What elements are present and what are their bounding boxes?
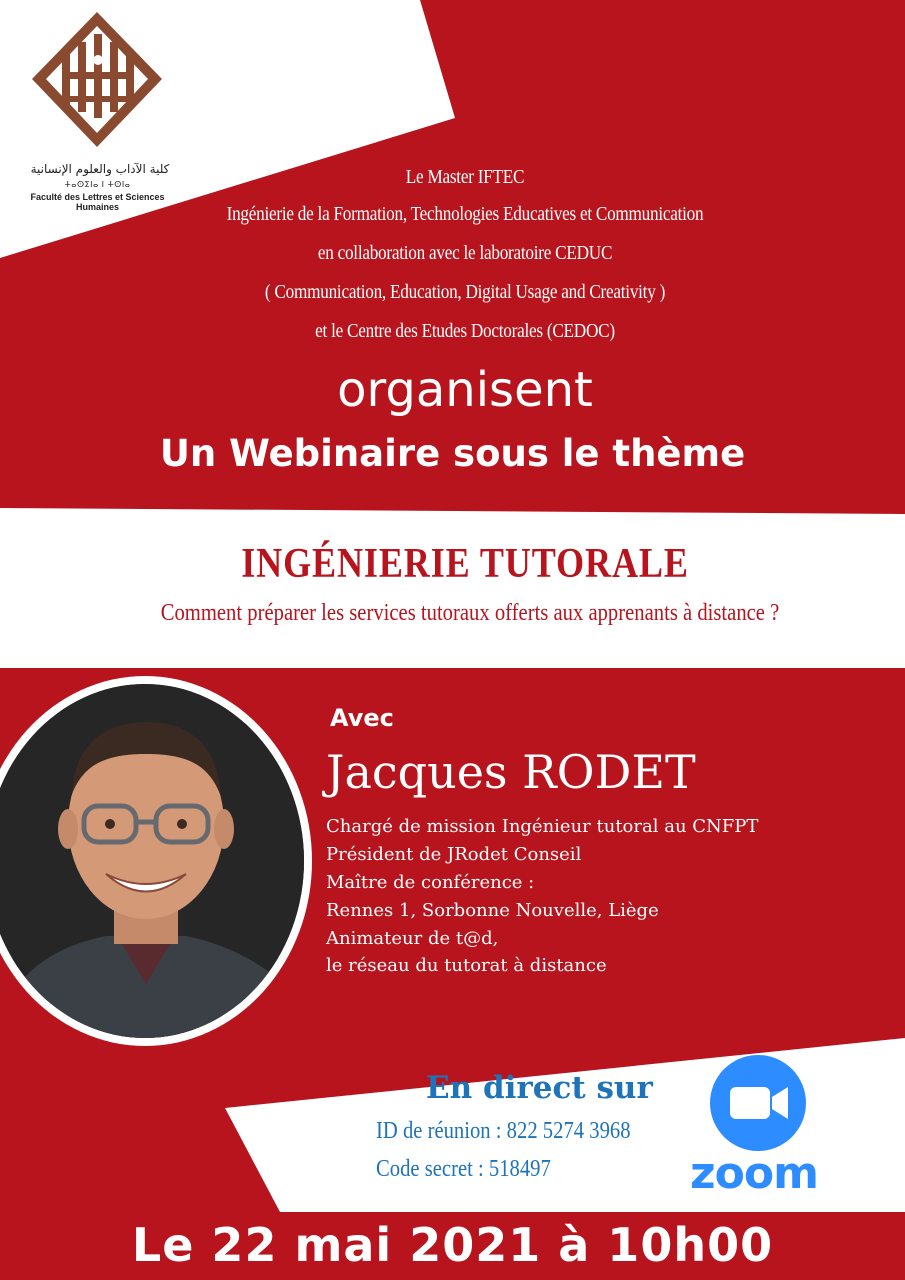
topic-subtitle: Comment préparer les services tutoraux offerts aux apprenants à distance ? [160,600,780,626]
portrait-illustration [0,684,304,1038]
logo-french-text: Faculté des Lettres et Sciences Humaines [30,192,165,212]
organizer-line-4: ( Communication, Education, Digital Usage and Creativity ) [264,281,666,303]
speaker-credential: Maître de conférence : [326,872,535,893]
speaker-credential: le réseau du tutorat à distance [326,955,607,976]
zoom-logo-text: zoom [690,1148,818,1199]
organizer-line-5: et le Centre des Etudes Doctorales (CEDOC) [315,320,615,342]
speaker-portrait [0,684,304,1038]
organizer-line-1: Le Master IFTEC [405,166,525,188]
logo-arabic-text: كلية الآداب والعلوم الإنسانية [30,162,170,176]
organisent-heading: organisent [337,362,593,418]
event-date: Le 22 mai 2021 à 10h00 [131,1218,774,1272]
speaker-credential: Animateur de t@d, [326,928,499,949]
meeting-id: ID de réunion : 822 5274 3968 [376,1118,631,1144]
webinar-intro: Un Webinaire sous le thème [159,432,746,475]
organizer-line-2: Ingénierie de la Formation, Technologies Educatives et Communication [226,203,704,225]
zoom-camera-icon [710,1055,806,1151]
speaker-credential: Président de JRodet Conseil [326,844,582,865]
logo-tifinagh-text: ⵜⴰⵙⵉⵏⴰ ⵏ ⵜⵙⵏⴰ [64,180,131,189]
university-seal-icon [32,12,162,147]
meeting-passcode: Code secret : 518497 [376,1156,551,1182]
organizer-line-3: en collaboration avec le laboratoire CEDUC [317,242,613,264]
speaker-avec-label: Avec [330,704,394,732]
speaker-credential: Chargé de mission Ingénieur tutoral au CNFPT [326,816,759,837]
speaker-name: Jacques RODET [326,745,696,799]
live-heading: En direct sur [426,1070,653,1106]
topic-title: INGÉNIERIE TUTORALE [241,541,689,587]
speaker-credential: Rennes 1, Sorbonne Nouvelle, Liège [326,900,659,921]
